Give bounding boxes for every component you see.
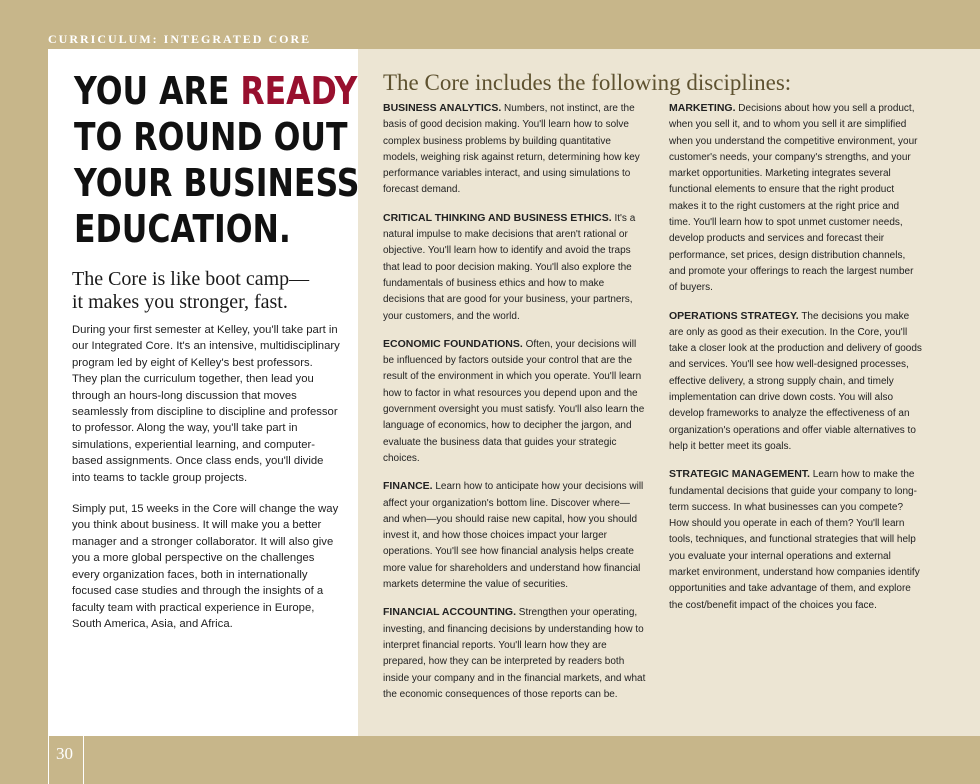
discipline-text: Learn how to anticipate how your decisions will affect your organization's bottom line. Discover where—and when—you should raise new capital, how you should invest it, and how those choices impact your larger operations. You'll see how financial analysis helps create more value for shareholders and understand how financial markets determine the value of securities. <box>383 481 644 591</box>
discipline-strategic-management <box>669 466 922 614</box>
discipline-name: FINANCIAL ACCOUNTING. <box>383 606 516 619</box>
discipline-critical-thinking <box>383 210 646 325</box>
disciplines-title: The Core includes the following disciplines: <box>383 70 792 95</box>
discipline-name: ECONOMIC FOUNDATIONS. <box>383 337 523 350</box>
discipline-marketing <box>669 100 922 297</box>
discipline-economic-foundations <box>383 336 646 467</box>
discipline-text: Numbers, not instinct, are the basis of good decision making. You'll learn how to solve complex business problems by building quantitative models, weighing risk against return, determining how key performance variables interact, and using simulations to forecast demand. <box>383 103 640 196</box>
headline-line4: EDUCATION. <box>74 207 291 251</box>
discipline-text: Learn how to make the fundamental decisions that guide your company to long-term success. In what businesses can you compete? How should you operate in each of them? You'll learn tools, techniques, and functional strategies that will help you evaluate your internal operations and external market environment, understand how companies identify opportunities and take advantage of them, and explore the cost/benefit impact of the choices you face. <box>669 469 920 611</box>
page-number: 30 <box>48 736 84 784</box>
headline-line2: TO ROUND OUT <box>74 115 348 159</box>
subhead-line2: it makes you stronger, fast. <box>72 291 288 313</box>
discipline-text: It's a natural impulse to make decisions that aren't rational or objective. You'll learn how to identify and avoid the traps that lead to poor decision making. You'll also explore the fundamentals of business ethics and how to make decisions that are good for your business, your partners, your customers, and the world. <box>383 212 636 322</box>
intro-text <box>72 322 340 647</box>
section-label: CURRICULUM: INTEGRATED CORE <box>48 32 312 46</box>
discipline-name: OPERATIONS STRATEGY. <box>669 309 799 322</box>
discipline-text: Strengthen your operating, investing, and financing decisions by understanding how to interpret financial reports. You'll learn how they are prepared, how they can be interpreted by readers both inside your company and in the financial markets, and what the economic consequences of those reports can be. <box>383 607 646 700</box>
intro-paragraph-1: During your first semester at Kelley, you'll take part in our Integrated Core. It's an intensive, multidisciplinary program led by eight of Kelley's best professors. They plan the curriculum together, then lead you through an hours-long discussion that moves seamlessly from discipline to discipline and professor to professor. Along the way, you'll take part in simulations, experiential learning, and computer-based assignments. Once class ends, you'll divide into teams to tackle group projects. <box>72 324 340 484</box>
discipline-name: FINANCE. <box>383 480 433 493</box>
discipline-text: The decisions you make are only as good as their execution. In the Core, you'll take a closer look at the production and delivery of goods and services. You'll see how well-designed processes, effective delivery, a strong supply chain, and timely implementation can drive down costs. You will also develop frameworks to analyze the effectiveness of an organization's operations and offer viable alternatives to help it better meet its goals. <box>669 310 922 452</box>
headline-line3: YOUR BUSINESS <box>74 161 360 205</box>
discipline-name: MARKETING. <box>669 102 736 114</box>
headline <box>74 68 360 252</box>
discipline-name: STRATEGIC MANAGEMENT. <box>669 468 810 481</box>
intro-paragraph-2: Simply put, 15 weeks in the Core will change the way you think about business. It will make you a better manager and a stronger collaborator. It will also give you a more global perspective on the challenges every organization faces, both in internationally focused case studies and through the insights of a faculty team with practical experience in Europe, South America, Asia, and Africa. <box>72 503 339 630</box>
subhead <box>72 268 309 314</box>
disciplines-column-left <box>383 100 646 714</box>
headline-accent-word: READY <box>240 69 358 113</box>
discipline-business-analytics <box>383 100 646 199</box>
discipline-text: Decisions about how you sell a product, when you sell it, and to whom you sell it are simplified when you understand the competitive environment, your customer's needs, your company's strengths, and your market opportunities. Marketing integrates several functional elements to ensure that the right product makes it to the right customers at the right price and time. You'll learn how to spot unmet customer needs, develop products and services and forecast their performance, set prices, design distribution channels, and promote your offerings to reach the largest number of buyers. <box>669 103 918 294</box>
headline-line1-pre: YOU ARE <box>74 69 241 113</box>
discipline-name: BUSINESS ANALYTICS. <box>383 102 502 114</box>
discipline-text: Often, your decisions will be influenced by factors outside your control that are the result of the environment in which you operate. You'll learn how to factor in what resources you depend upon and the government oversight you must satisfy. You'll also learn the language of economics, how to decipher the jargon, and evaluate the business data that guides your strategic choices. <box>383 338 645 464</box>
disciplines-column-right <box>669 100 922 625</box>
discipline-financial-accounting <box>383 604 646 703</box>
discipline-operations-strategy <box>669 308 922 456</box>
discipline-name: CRITICAL THINKING AND BUSINESS ETHICS. <box>383 211 612 224</box>
subhead-line1: The Core is like boot camp— <box>72 268 310 290</box>
discipline-finance <box>383 478 646 593</box>
